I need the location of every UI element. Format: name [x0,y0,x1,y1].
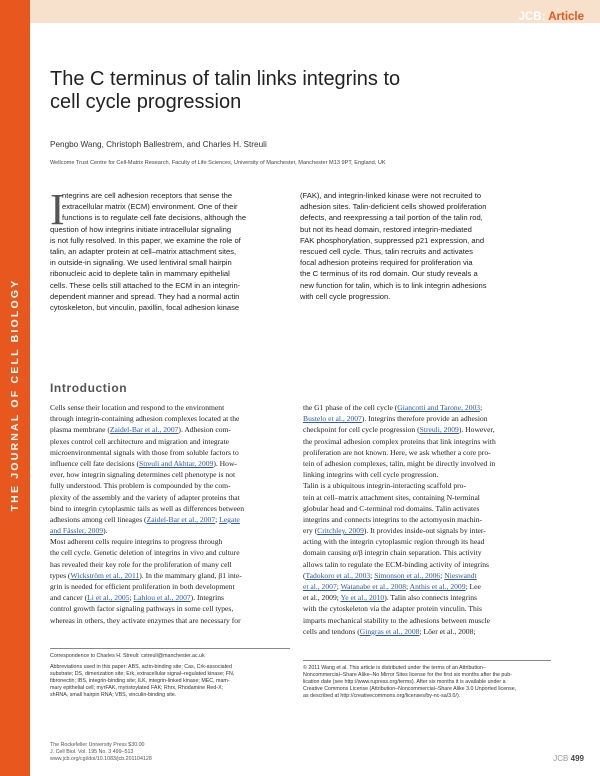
text-run: ; [215,514,220,524]
citation-link[interactable]: Wickström et al., 2011 [70,570,140,580]
citation-link[interactable]: Tadokoro et al., 2003 [305,570,371,580]
text-line [303,492,551,503]
text-run: Cells sense their location and respond to the environment [50,403,225,412]
citation-link[interactable]: Li et al., 2005 [87,593,130,603]
abstract-line: focal adhesion proteins required for proliferation via [300,258,473,268]
publisher-footer [50,742,152,764]
text-run: ). In the mammary gland, β1 inte- [139,570,242,580]
abstract-line: cells. These cells still attached to the ECM in an integrin- [50,280,241,290]
text-run: adhesions among cell lineages ( [50,514,147,524]
license-line: Noncommercial–Share Alike–No Mirror Sites license for the first six months after the pub- [303,672,513,679]
text-run: Talin is a ubiquitous integrin-interacting scaffold pro- [303,481,466,491]
license-note [303,665,551,700]
footer-line: The Rockefeller University Press $30.00 [50,742,145,748]
citation-link[interactable]: Giancotti and Tarone, 2003 [397,403,481,412]
text-run: plasma membrane ( [50,425,110,435]
text-line [303,402,551,413]
text-line [303,458,551,469]
citation-link[interactable]: Critchley, 2009 [317,526,364,536]
citation-link[interactable]: Anthis et al., 2009 [409,582,466,591]
text-line [50,424,290,435]
text-run: ; [440,570,445,580]
footnote-divider [50,648,290,649]
text-run: Most adherent cells require integrins to progress through [50,537,223,547]
text-run: through integrin-containing adhesion complexes located at the [50,414,240,424]
license-divider [303,660,551,661]
abstract-line: cytoskeleton, but vinculin, paxillin, focal adhesion kinase [50,303,240,313]
text-run: the proximal adhesion complex proteins that link integrins with [303,436,496,446]
text-line [303,547,551,558]
text-run: checkpoint for cell cycle progression ( [303,425,420,435]
abstract-line: but not its head domain, restored integrin-mediated [300,224,472,234]
page-number-value: 499 [570,754,584,763]
text-line [303,592,551,603]
text-line [303,436,551,447]
text-run: ). How- [213,458,237,468]
text-line [50,492,290,503]
abstract-line: talin, an adapter protein at cell–matrix attachment sites, [50,247,237,257]
text-run: ; [129,593,134,603]
text-line [50,615,290,626]
license-line: as described at http://creativecommons.org/licenses/by-nc-sa/3.0/). [303,693,461,700]
footer-line: www.jcb.org/cgi/doi/10.1083/jcb.201104128 [50,756,152,763]
text-line [50,469,290,480]
citation-link[interactable]: Gingras et al., 2008 [359,626,420,636]
text-line [50,413,290,424]
abstract-line: functions is to regulate cell fate decisions, although the [62,213,247,223]
text-line [50,480,290,491]
text-line [303,615,551,626]
abstract-line: in outside-in signaling. We used lentiviral small hairpin [50,258,232,268]
text-line [303,603,551,614]
citation-link[interactable]: Nieswandt [444,570,477,580]
text-run: ). Integrins [190,593,224,603]
citation-link[interactable]: Simonson et al., 2006 [374,570,441,580]
abbreviations-note [50,664,292,699]
abbreviation-line: fibronectin; IBS, integrin-binding site; ILK, integrin-linked kinase; MEC, mam- [50,678,230,685]
author-list: Pengbo Wang, Christoph Ballestrem, and Charles H. Streuli [50,140,267,149]
abstract-line: question of how integrins initiate intracellular signaling [50,224,232,234]
abstract-line: ntegrins are cell adhesion receptors that sense the [62,191,233,200]
citation-link[interactable]: Ye et al., 2010 [340,593,385,603]
page-number [553,754,584,763]
text-run: ; Lőer et al., 2008; [419,626,476,636]
text-run: ery ( [303,526,318,536]
text-run: bind to integrin cytoplasmic tails as well as differences between [50,503,245,513]
footer-line: J. Cell Biol. Vol. 195 No. 3 499–513 [50,749,134,756]
text-line [303,559,551,570]
text-line [50,503,290,514]
text-line [303,626,551,637]
text-run: ( [303,570,306,580]
abbreviation-line: shRNA, small hairpin RNA; VBS, vinculin-binding site. [50,692,177,699]
intro-right-column [303,402,551,637]
abstract-left-column [50,185,280,313]
citation-link[interactable]: Legate [219,514,240,524]
text-run: ). It provides inside-out signals by inter- [363,526,486,536]
text-run: with the cytoskeleton via the adapter protein vinculin. This [303,604,482,614]
text-run: and cancer ( [50,593,88,603]
drop-cap: I [50,185,65,234]
license-line: © 2011 Wang et al. This article is distributed under the terms of an Attribution– [303,665,486,671]
text-run: ; [370,570,375,580]
text-line [303,469,551,480]
text-run: ; [406,582,410,591]
text-line [50,402,290,413]
text-line [303,525,551,536]
journal-short: JCB: [518,11,546,23]
text-line [303,413,551,424]
text-line [303,447,551,458]
text-run: ). However, [458,425,495,435]
text-run: imparts mechanical stability to the adhesions between muscle [303,615,491,625]
text-run: has revealed their key role for the proliferation of many cell [50,559,232,569]
intro-left-column [50,402,290,626]
citation-link[interactable]: Lahlou et al., 2007 [133,593,191,603]
text-run: influence cell fate decisions ( [50,458,139,468]
text-line [50,525,290,536]
citation-link[interactable]: Bustelo et al., 2007 [303,414,362,424]
text-line [50,592,290,603]
text-run: ; [336,582,341,591]
text-run: plexity of the assembly and the variety of adapter proteins that [50,492,240,502]
title-line: The C terminus of talin links integrins to [50,68,401,90]
abbreviation-line: mary epithelial cell; myrFAK, myristoylated FAK; Rhrx, Rhodamine Red-X; [50,685,224,692]
text-line [303,424,551,435]
abbreviation-line: Abbreviations used in this paper: ABS, actin-binding site; Cas, Crk-associated [50,664,232,670]
journal-label [519,11,584,23]
abstract-line: rescued cell cycle. Thus, talin recruits and activates [300,247,473,257]
text-line [50,458,290,469]
text-run: whereas in others, they activate enzymes that are necessary for [50,615,241,625]
abstract-line: adhesion sites. Talin-deficient cells showed proliferation [300,202,487,212]
text-run: ). Integrins therefore provide an adhesion [361,414,488,424]
text-run: tein of adhesion complexes, talin, might be directly involved in [303,458,496,468]
abstract-line: ribonucleic acid to deplete talin in mammary epithelial [50,269,230,279]
title-line: cell cycle progression [50,91,242,113]
abstract-line: with cell cycle progression. [300,291,391,301]
text-run: tein at cell–matrix attachment sites, containing N-terminal [303,492,480,502]
header-band [30,0,600,23]
text-run: the G1 phase of the cell cycle ( [303,403,398,412]
text-run: linking integrins with cell cycle progression. [303,470,439,480]
abstract-line: dependent manner and spread. They had a normal actin [50,291,240,301]
text-line [303,514,551,525]
citation-link[interactable]: et al., 2007 [303,582,337,591]
page-prefix: JCB [553,754,569,763]
abstract-line: (FAK), and integrin-linked kinase were not recruited to [300,191,482,200]
text-run: integrins and connects integrins to the actomyosin machin- [303,514,483,524]
text-run: ). Adhesion com- [178,425,231,435]
article-title [50,68,550,114]
citation-link[interactable]: Zaidel-Bar et al., 2007 [146,514,216,524]
text-line [303,480,551,491]
citation-link[interactable]: Streuli and Akhtar, 2009 [138,458,214,468]
citation-link[interactable]: and Fässler, 2009 [50,526,104,536]
journal-sidebar [0,0,30,776]
text-line [303,581,551,592]
sidebar-journal-name: THE JOURNAL OF CELL BIOLOGY [9,278,21,512]
correspondence-note: Correspondence to Charles H. Streuli: cstreuli@manchester.ac.uk [50,653,205,659]
text-run: allows talin to regulate the ECM-binding activity of integrins [303,559,490,569]
abstract-line: new function for talin, which is to link integrin adhesions [300,280,487,290]
text-run: ; Lee [465,582,481,591]
text-run: proliferation are not known. Here, we ask whether a core pro- [303,447,491,457]
text-run: fully understood. This problem is compounded by the com- [50,481,231,491]
text-run: the cell cycle. Genetic deletion of integrins in vivo and culture [50,548,240,558]
license-line: Creative Commons License (Attribution–Noncommercial–Share Alike 3.0 Unported license, [303,686,517,693]
text-line [303,536,551,547]
citation-link[interactable]: Zaidel-Bar et al., 2007 [109,425,179,435]
citation-link[interactable]: Streuli, 2009 [419,425,459,435]
text-run: ). [103,526,108,536]
text-run: ). Talin also connects integrins [384,593,477,603]
license-line: lication date (see http://www.rupress.org/terms). After six months it is available under a [303,679,506,686]
abstract-line: the C terminus of its rod domain. Our study reveals a [300,269,478,279]
text-run: types ( [50,570,71,580]
text-line [50,436,290,447]
text-line [50,559,290,570]
text-line [50,603,290,614]
text-run: cells and tendons ( [303,626,360,636]
citation-link[interactable]: Watanabe et al., 2008 [340,582,407,591]
text-line [50,547,290,558]
abstract-line: FAK phosphorylation, suppressed p21 expression, and [300,235,485,245]
text-line [50,536,290,547]
text-run: grin is needed for efficient proliferation in both development [50,582,235,591]
abstract-line: is not fully resolved. In this paper, we examine the role of [50,235,241,245]
text-line [303,570,551,581]
text-line [50,447,290,458]
abbreviation-line: substrate; DS, dimerization site; Erk, extracellular signal–regulated kinase; FN, [50,671,235,678]
text-line [303,503,551,514]
text-line [50,570,290,581]
abstract-line: extracellular matrix (ECM) environment. One of their [62,202,238,212]
text-run: acting with the integrin cytoplasmic region through its head [303,537,485,547]
abstract-right-column [300,190,552,302]
abstract-line: defects, and reexpressing a tail portion of the talin rod, [300,213,483,223]
text-run: ever, how integrin signaling determines cell phenotype is not [50,470,236,480]
text-run: globular head and C-terminal rod domains. Talin activates [303,503,480,513]
text-run: microenvironmental signals with those from soluble factors to [50,447,239,457]
text-run: et al., 2009; [303,593,341,603]
text-run: domain causing α/β integrin chain separation. This activity [303,548,482,558]
text-run: control growth factor signaling pathways in some cell types, [50,604,234,614]
text-line [50,581,290,592]
text-line [50,514,290,525]
text-run: plexes control cell architecture and migration and integrate [50,436,230,446]
text-run: ; [480,403,483,412]
section-heading: Introduction [50,381,128,395]
article-label: Article [548,11,584,23]
affiliation: Wellcome Trust Centre for Cell-Matrix Research, Faculty of Life Sciences, University of Manchester, Manchester M13 9PT, England, UK [50,160,386,166]
